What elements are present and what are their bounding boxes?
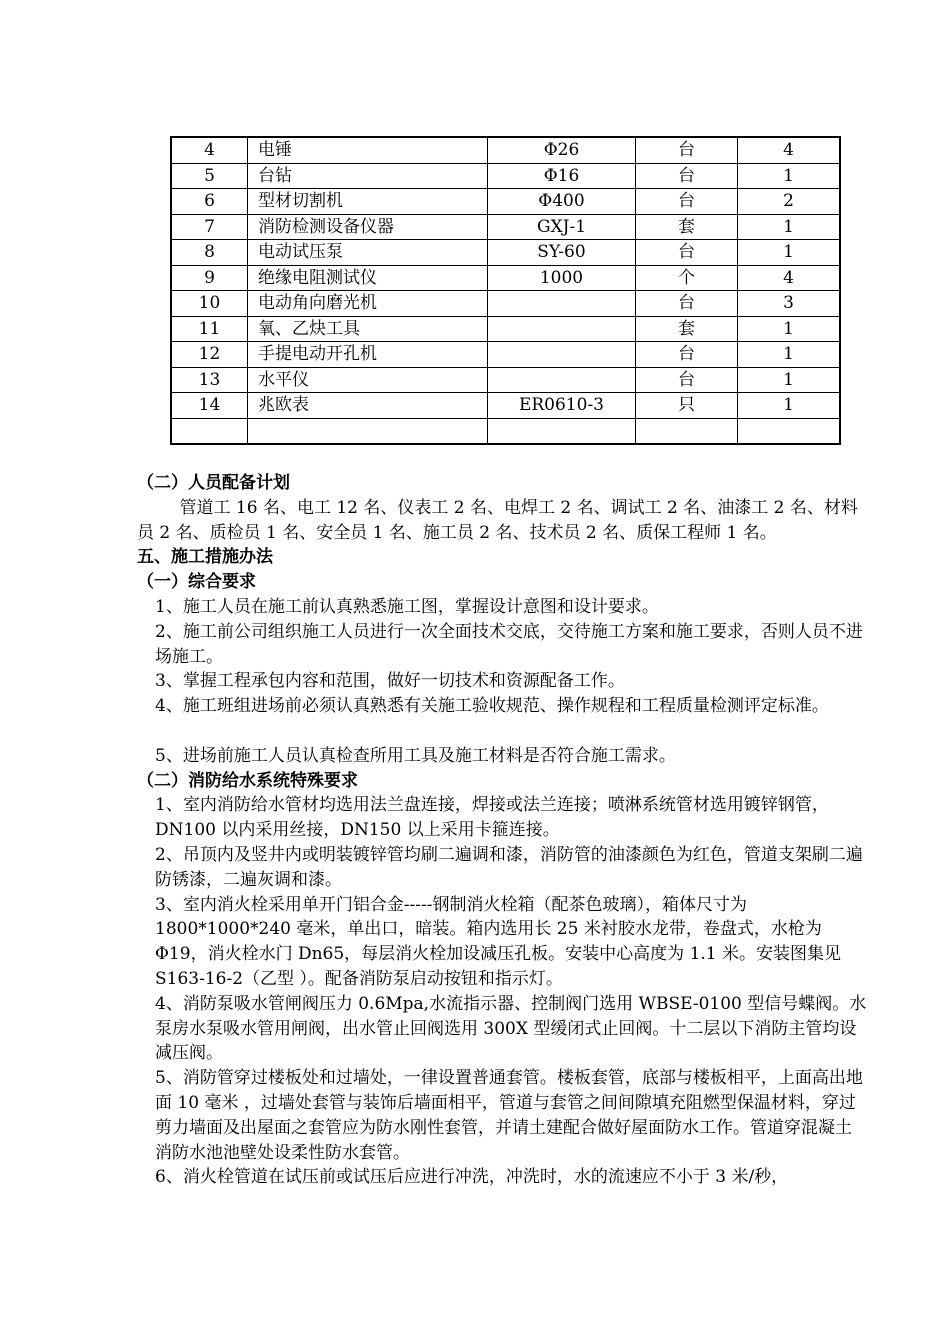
cell-name: 电锤 [248,137,488,163]
cell-number: 11 [171,316,248,342]
cell-qty: 2 [738,189,841,215]
cell-spec: Φ16 [488,163,636,189]
table-row [171,163,840,189]
general-item-5: 5、进场前施工人员认真检查所用工具及施工材料是否符合施工需求。 [155,745,676,766]
general-heading: （一）综合要求 [137,572,256,593]
cell-spec [488,342,636,368]
equipment-table-body [171,137,840,444]
cell-spec [488,291,636,317]
cell-name: 台钻 [248,163,488,189]
staff-paragraph: 管道工 16 名、电工 12 名、仪表工 2 名、电焊工 2 名、调试工 2 名、油漆工 2 名、材料员 2 名、质检员 1 名、安全员 1 名、施工员 2 名、技术员 2 名、质保工程师 1 名。 [137,497,858,543]
spacer [137,719,867,744]
equipment-table [170,136,841,445]
cell-name: 消防检测设备仪器 [248,214,488,240]
cell-name: 兆欧表 [248,393,488,419]
cell-name: 电动角向磨光机 [248,291,488,317]
cell-name: 手提电动开孔机 [248,342,488,368]
cell-number: 10 [171,291,248,317]
table-row [171,265,840,291]
cell-spec: 1000 [488,265,636,291]
fire-item-1: 1、室内消防给水管材均选用法兰盘连接，焊接或法兰连接；喷淋系统管材选用镀锌钢管，DN100 以内采用丝接，DN150 以上采用卡箍连接。 [155,795,829,841]
cell-unit: 台 [636,137,738,163]
cell-number: 7 [171,214,248,240]
cell-qty: 1 [738,214,841,240]
cell-unit: 台 [636,342,738,368]
cell-number [171,418,248,444]
cell-unit [636,418,738,444]
table-row [171,137,840,163]
cell-qty: 4 [738,265,841,291]
cell-qty: 1 [738,342,841,368]
cell-spec: Φ26 [488,137,636,163]
cell-name: 水平仪 [248,367,488,393]
cell-number: 8 [171,240,248,266]
fire-heading: （二）消防给水系统特殊要求 [137,770,358,791]
cell-number: 6 [171,189,248,215]
fire-item-4: 4、消防泵吸水管闸阀压力 0.6Mpa,水流指示器、控制阀门选用 WBSE-0100 型信号蝶阀。水泵房水泵吸水管用闸阀，出水管止回阀选用 300X 型缓闭式止回阀。十二层以下消防主管均设减压阀。 [155,993,867,1064]
cell-unit: 台 [636,163,738,189]
cell-name: 电动试压泵 [248,240,488,266]
table-row [171,240,840,266]
table-row [171,367,840,393]
cell-qty: 1 [738,393,841,419]
table-row [171,291,840,317]
table-row [171,342,840,368]
fire-item-6: 6、消火栓管道在试压前或试压后应进行冲洗，冲洗时，水的流速应不小于 3 米/秒， [155,1167,789,1188]
table-row [171,189,840,215]
cell-qty [738,418,841,444]
cell-qty: 1 [738,163,841,189]
general-item-1: 1、施工人员在施工前认真熟悉施工图，掌握设计意图和设计要求。 [155,596,659,617]
cell-unit: 台 [636,189,738,215]
cell-number: 9 [171,265,248,291]
cell-spec: SY-60 [488,240,636,266]
table-row [171,214,840,240]
cell-number: 5 [171,163,248,189]
cell-unit: 套 [636,316,738,342]
cell-qty: 1 [738,316,841,342]
cell-unit: 个 [636,265,738,291]
general-item-4: 4、施工班组进场前必须认真熟悉有关施工验收规范、操作规程和工程质量检测评定标准。 [155,696,829,717]
fire-item-5: 5、消防管穿过楼板处和过墙处，一律设置普通套管。楼板套管，底部与楼板相平，上面高出地面 10 毫米 ，过墙处套管与装饰后墙面相平，管道与套管之间间隙填充阻燃型保温材料，穿过剪力墙面及出屋面之套管应为防水刚性套管，并请土建配合做好屋面防水工作。管道穿混凝土消防水池池壁处设柔性防水套管。 [155,1068,863,1163]
cell-number: 14 [171,393,248,419]
cell-unit: 台 [636,367,738,393]
cell-qty: 1 [738,240,841,266]
section-five-heading: 五、施工措施办法 [137,547,273,568]
cell-unit: 只 [636,393,738,419]
cell-unit: 套 [636,214,738,240]
staff-heading: （二）人员配备计划 [137,473,290,493]
cell-number: 12 [171,342,248,368]
cell-spec: GXJ-1 [488,214,636,240]
cell-spec [488,316,636,342]
cell-spec [488,418,636,444]
cell-spec: ER0610-3 [488,393,636,419]
cell-name: 氧、乙炔工具 [248,316,488,342]
cell-name: 绝缘电阻测试仪 [248,265,488,291]
fire-item-3: 3、室内消火栓采用单开门铝合金-----钢制消火栓箱（配茶色玻璃），箱体尺寸为 1800*1000*240 毫米，单出口，暗装。箱内选用长 25 米衬胶水龙带，卷盘式，水枪为Φ19，消火栓水门 Dn65，每层消火栓加设减压孔板。安装中心高度为 1.1 米。安装图集见 S163-16-2（乙型 ）。配备消防泵启动按钮和指示灯。 [155,894,842,989]
cell-unit: 台 [636,291,738,317]
cell-qty: 1 [738,367,841,393]
cell-number: 4 [171,137,248,163]
cell-unit: 台 [636,240,738,266]
cell-name [248,418,488,444]
table-row [171,418,840,444]
general-item-3: 3、掌握工程承包内容和范围，做好一切技术和资源配备工作。 [155,671,625,692]
cell-name: 型材切割机 [248,189,488,215]
cell-spec: Φ400 [488,189,636,215]
cell-number: 13 [171,367,248,393]
table-row [171,393,840,419]
cell-qty: 4 [738,137,841,163]
table-row [171,316,840,342]
cell-qty: 3 [738,291,841,317]
cell-spec [488,367,636,393]
general-item-2: 2、施工前公司组织施工人员进行一次全面技术交底，交待施工方案和施工要求，否则人员不进场施工。 [155,621,863,667]
body-text [137,471,867,1190]
fire-item-2: 2、吊顶内及竖井内或明装镀锌管均刷二遍调和漆，消防管的油漆颜色为红色，管道支架刷二遍防锈漆，二遍灰调和漆。 [155,844,863,890]
